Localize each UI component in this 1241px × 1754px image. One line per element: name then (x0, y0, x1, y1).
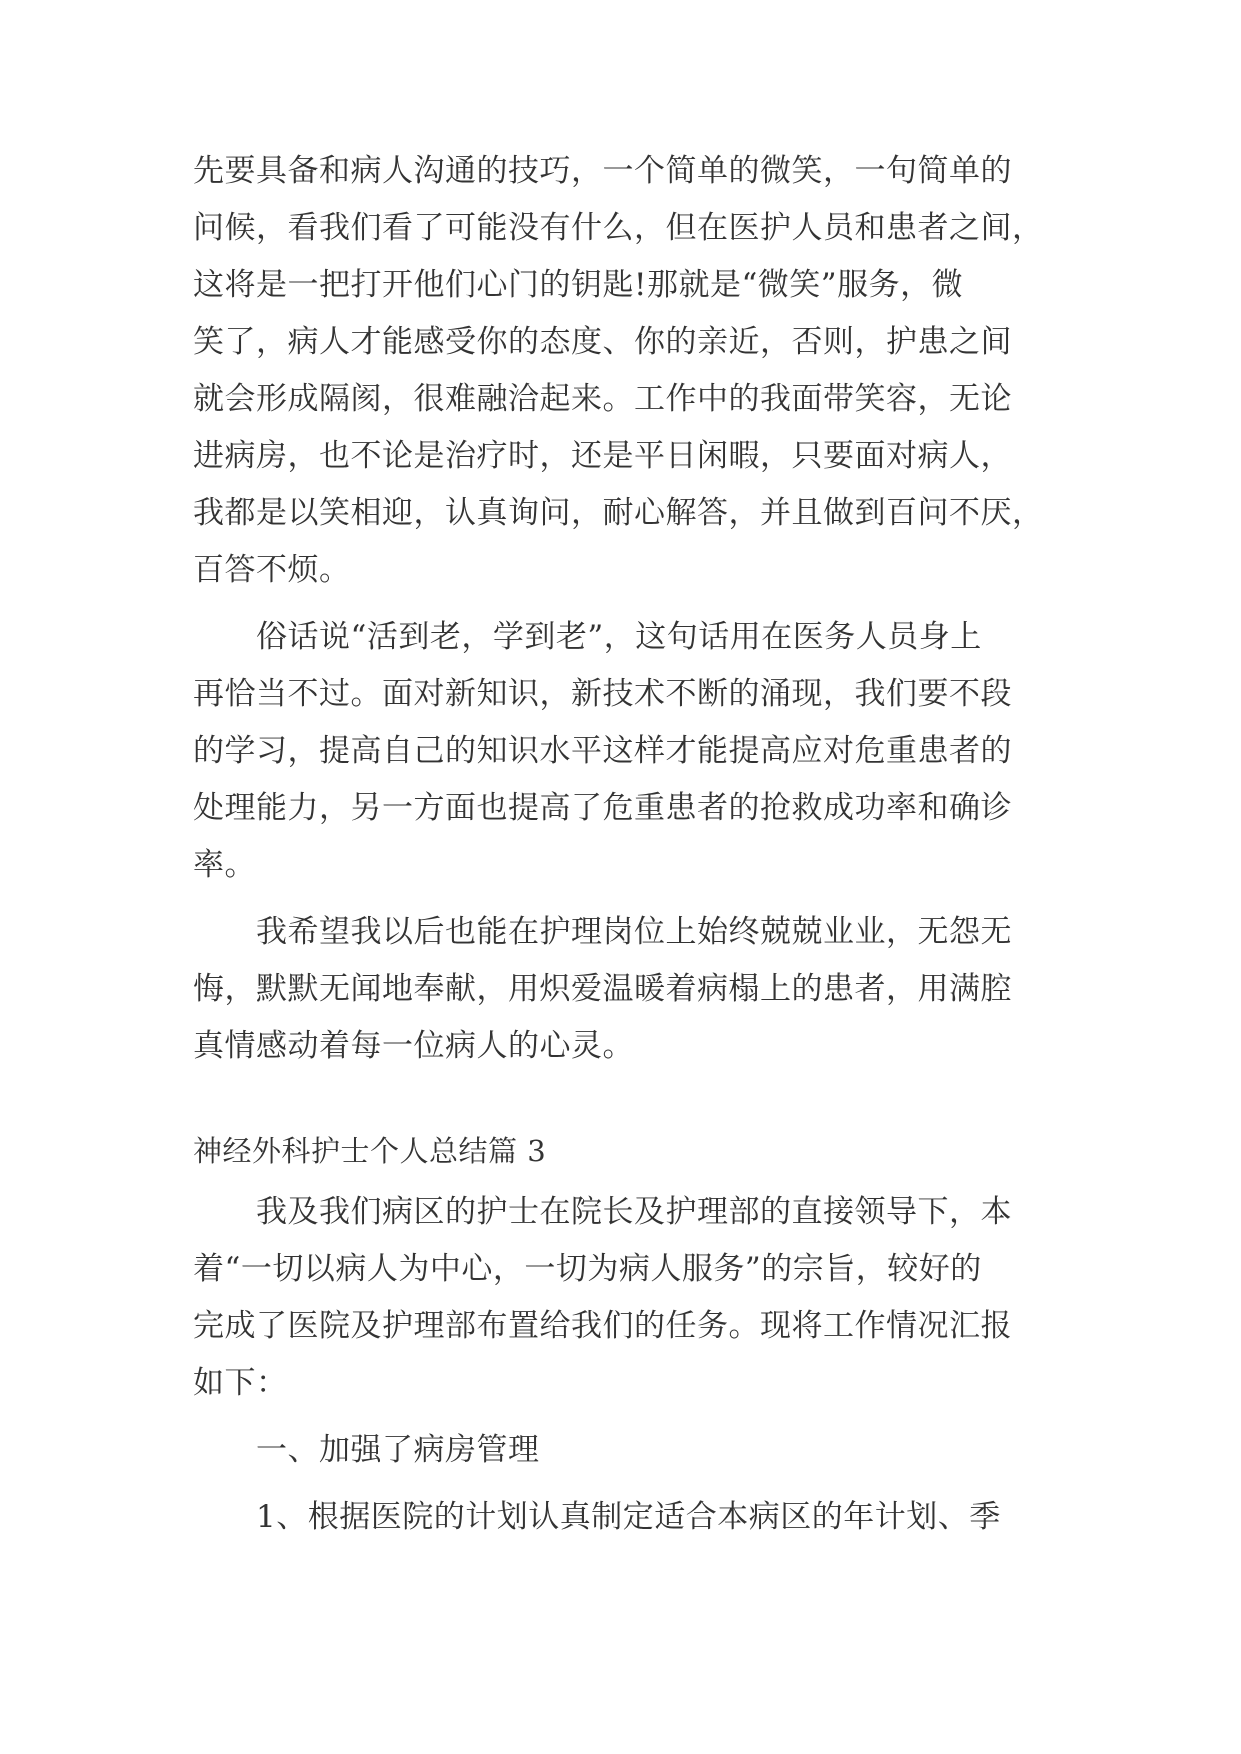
subheading: 一、加强了病房管理 (256, 1432, 540, 1468)
paragraph-line: 的学习，提高自己的知识水平这样才能提高应对危重患者的 (193, 733, 1012, 769)
paragraph-line: 着“一切以病人为中心，一切为病人服务”的宗旨，较好的 (193, 1251, 982, 1287)
paragraph-line: 我及我们病区的护士在院长及护理部的直接领导下，本 (256, 1194, 1012, 1230)
paragraph-line: 就会形成隔阂，很难融洽起来。工作中的我面带笑容，无论 (193, 381, 1012, 417)
paragraph-line: 我希望我以后也能在护理岗位上始终兢兢业业，无怨无 (256, 914, 1012, 950)
paragraph-line: 进病房，也不论是治疗时，还是平日闲暇，只要面对病人， (193, 438, 1012, 474)
paragraph-line: 处理能力，另一方面也提高了危重患者的抢救成功率和确诊 (193, 790, 1012, 826)
paragraph-line: 完成了医院及护理部布置给我们的任务。现将工作情况汇报 (193, 1308, 1012, 1344)
paragraph-line: 率。 (193, 847, 256, 883)
paragraph-line: 问候，看我们看了可能没有什么，但在医护人员和患者之间， (193, 210, 1044, 246)
paragraph-line: 俗话说“活到老，学到老”，这句话用在医务人员身上 (256, 619, 982, 655)
paragraph-line: 百答不烦。 (193, 552, 351, 588)
paragraph-line: 先要具备和病人沟通的技巧，一个简单的微笑，一句简单的 (193, 153, 1012, 189)
list-item: 1、根据医院的计划认真制定适合本病区的年计划、季 (256, 1499, 1001, 1535)
paragraph-line: 笑了，病人才能感受你的态度、你的亲近，否则，护患之间 (193, 324, 1012, 360)
section-title: 神经外科护士个人总结篇 3 (193, 1134, 547, 1168)
paragraph-line: 这将是一把打开他们心门的钥匙!那就是“微笑”服务，微 (193, 267, 964, 303)
paragraph-line: 再恰当不过。面对新知识，新技术不断的涌现，我们要不段 (193, 676, 1012, 712)
paragraph-line: 如下： (193, 1365, 288, 1401)
paragraph-line: 真情感动着每一位病人的心灵。 (193, 1028, 634, 1064)
paragraph-line: 我都是以笑相迎，认真询问，耐心解答，并且做到百问不厌， (193, 495, 1044, 531)
paragraph-line: 悔，默默无闻地奉献，用炽爱温暖着病榻上的患者，用满腔 (193, 971, 1012, 1007)
